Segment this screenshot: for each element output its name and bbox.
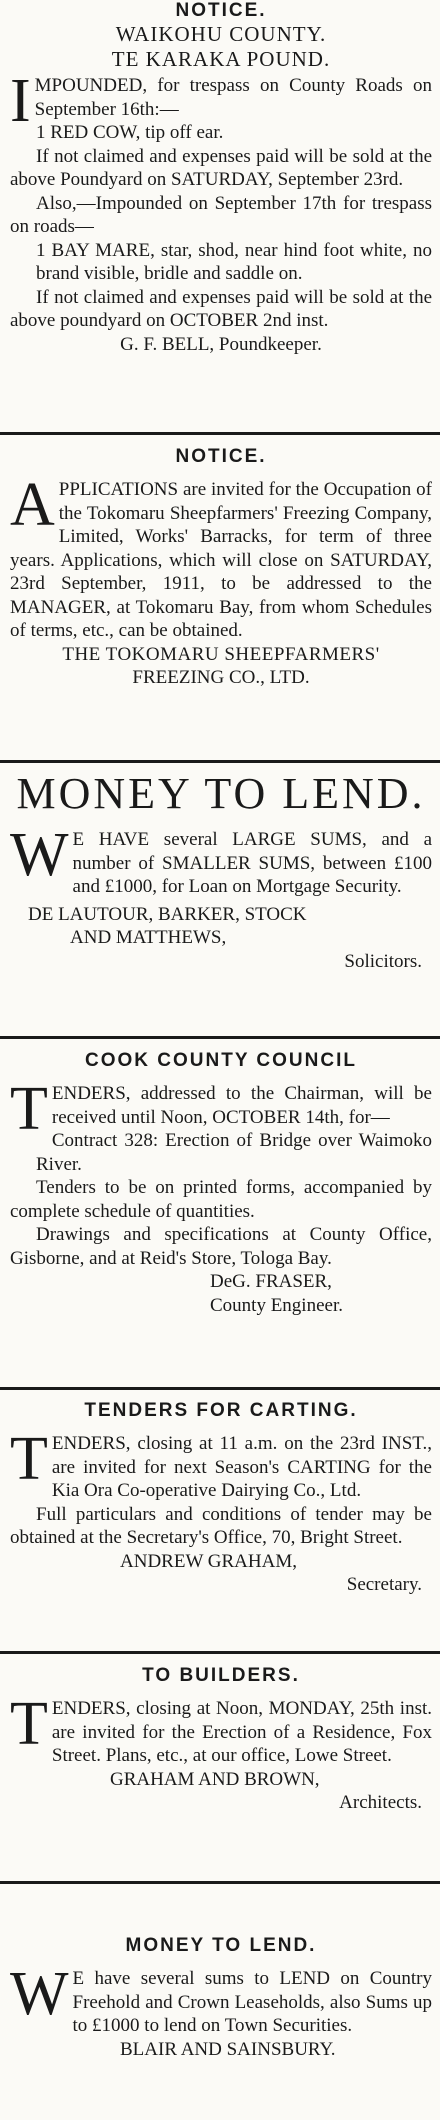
county-name: WAIKOHU COUNTY. [115,22,327,46]
architects-signature-line1: GRAHAM AND BROWN, [110,1768,320,1790]
contract-item: Contract 328: Erection of Bridge over Waimoko River. [36,1130,432,1175]
money-to-lend-blair [10,1935,432,2061]
money-heading-2: MONEY TO LEND. [125,1935,317,1956]
carting-heading: TENDERS FOR CARTING. [84,1400,358,1421]
company-signature-line1: THE TOKOMARU SHEEPFARMERS' [62,643,380,665]
architects-signature-line2: Architects. [339,1792,422,1813]
solicitors-signature-line1: DE LAUTOUR, BARKER, STOCK [28,903,307,925]
notice-heading: NOTICE. [175,0,267,21]
money-heading: MONEY TO LEND. [16,769,426,818]
divider-rule [0,760,440,763]
builders-heading: TO BUILDERS. [142,1665,300,1686]
divider-rule [0,1387,440,1390]
money-paragraph [10,821,432,899]
forms-paragraph: Tenders to be on printed forms, accompanied by complete schedule of quantities. [10,1177,432,1222]
pound-name: TE KARAKA POUND. [111,47,331,71]
cook-county-council-tenders [10,1050,432,1317]
divider-rule [0,432,440,435]
paragraph-text: E have several sums to LEND on Country Freehold and Crown Leaseholds, also Sums up to £1000 to lend on Town Securities. [72,1968,432,2036]
tenders-paragraph [10,1075,432,1143]
builders-paragraph [10,1690,432,1768]
impounded-item-cow: 1 RED COW, tip off ear. [36,122,224,143]
divider-rule [0,1036,440,1039]
paragraph-text: PPLICATIONS are invited for the Occupation of the Tokomaru Sheepfarmers' Freezing Company, Limited, Works' Barracks, for term of three years. Applications, which will close on SATURDAY, 23rd September, 1911, to be addressed to the MANAGER, at Tokomaru Bay, from whom Schedules of terms, etc., can be obtained. [10,479,432,641]
blair-signature: BLAIR AND SAINSBURY. [120,2038,336,2060]
sale-paragraph: If not claimed and expenses paid will be sold at the above Poundyard on SATURDAY, September 23rd. [10,145,432,190]
dropcap-letter: T [10,1690,48,1758]
divider-rule [0,1881,440,1884]
also-paragraph: Also,—Impounded on September 17th for trespass on roads— [10,192,432,237]
solicitors-signature-line3: Solicitors. [344,950,422,972]
dropcap-letter: W [10,1960,69,2028]
builders-tenders [10,1665,432,1815]
sale-paragraph-2: If not claimed and expenses paid will be sold at the above poundyard on OCTOBER 2nd inst. [10,286,432,331]
secretary-signature-line1: ANDREW GRAHAM, [120,1550,297,1572]
dropcap-letter: W [10,821,69,889]
drawings-paragraph: Drawings and specifications at County Office, Gisborne, and at Reid's Store, Tologa Bay. [10,1224,432,1269]
particulars-paragraph: Full particulars and conditions of tender may be obtained at the Secretary's Office, 70, Bright Street. [10,1503,432,1548]
paragraph-text: ENDERS, closing at Noon, MONDAY, 25th inst. are invited for the Erection of a Residence, Fox Street. Plans, etc., at our office, Lowe Street. [51,1698,432,1766]
council-heading: COOK COUNTY COUNCIL [85,1050,357,1071]
notice-heading: NOTICE. [175,446,267,467]
money-paragraph-2 [10,1960,432,2038]
paragraph-text: E HAVE several LARGE SUMS, and a number of SMALLER SUMS, between £100 and £1000, for Loan on Mortgage Security. [72,829,432,897]
paragraph-text: ENDERS, addressed to the Chairman, will be received until Noon, OCTOBER 14th, for— [51,1083,432,1128]
impounded-item-mare: 1 BAY MARE, star, shod, near hind foot white, no brand visible, bridle and saddle on. [36,239,432,284]
company-signature-line2: FREEZING CO., LTD. [132,667,310,688]
dropcap-letter: T [10,1075,48,1143]
poundkeeper-signature: G. F. BELL, Poundkeeper. [120,333,322,355]
notice-waikohu-pound [10,0,432,356]
carting-paragraph [10,1425,432,1503]
paragraph-text: MPOUNDED, for trespass on County Roads on September 16th:— [34,75,432,120]
paragraph-text: ENDERS, closing at 11 a.m. on the 23rd INST., are invited for next Season's CARTING for the Kia Ora Co-operative Dairying Co., Ltd. [51,1433,432,1501]
dropcap-letter: A [10,471,55,539]
applications-paragraph [10,471,432,643]
dropcap-letter: I [10,67,31,135]
divider-rule [0,1651,440,1654]
secretary-signature-line2: Secretary. [346,1574,422,1595]
carting-tenders [10,1400,432,1597]
solicitors-signature-line2: AND MATTHEWS, [70,927,227,948]
dropcap-letter: T [10,1425,48,1493]
money-to-lend-solicitors [10,766,432,973]
engineer-signature-line1: DeG. FRASER, [210,1271,332,1292]
notice-tokomaru-barracks [10,446,432,690]
engineer-signature-line2: County Engineer. [210,1294,343,1316]
